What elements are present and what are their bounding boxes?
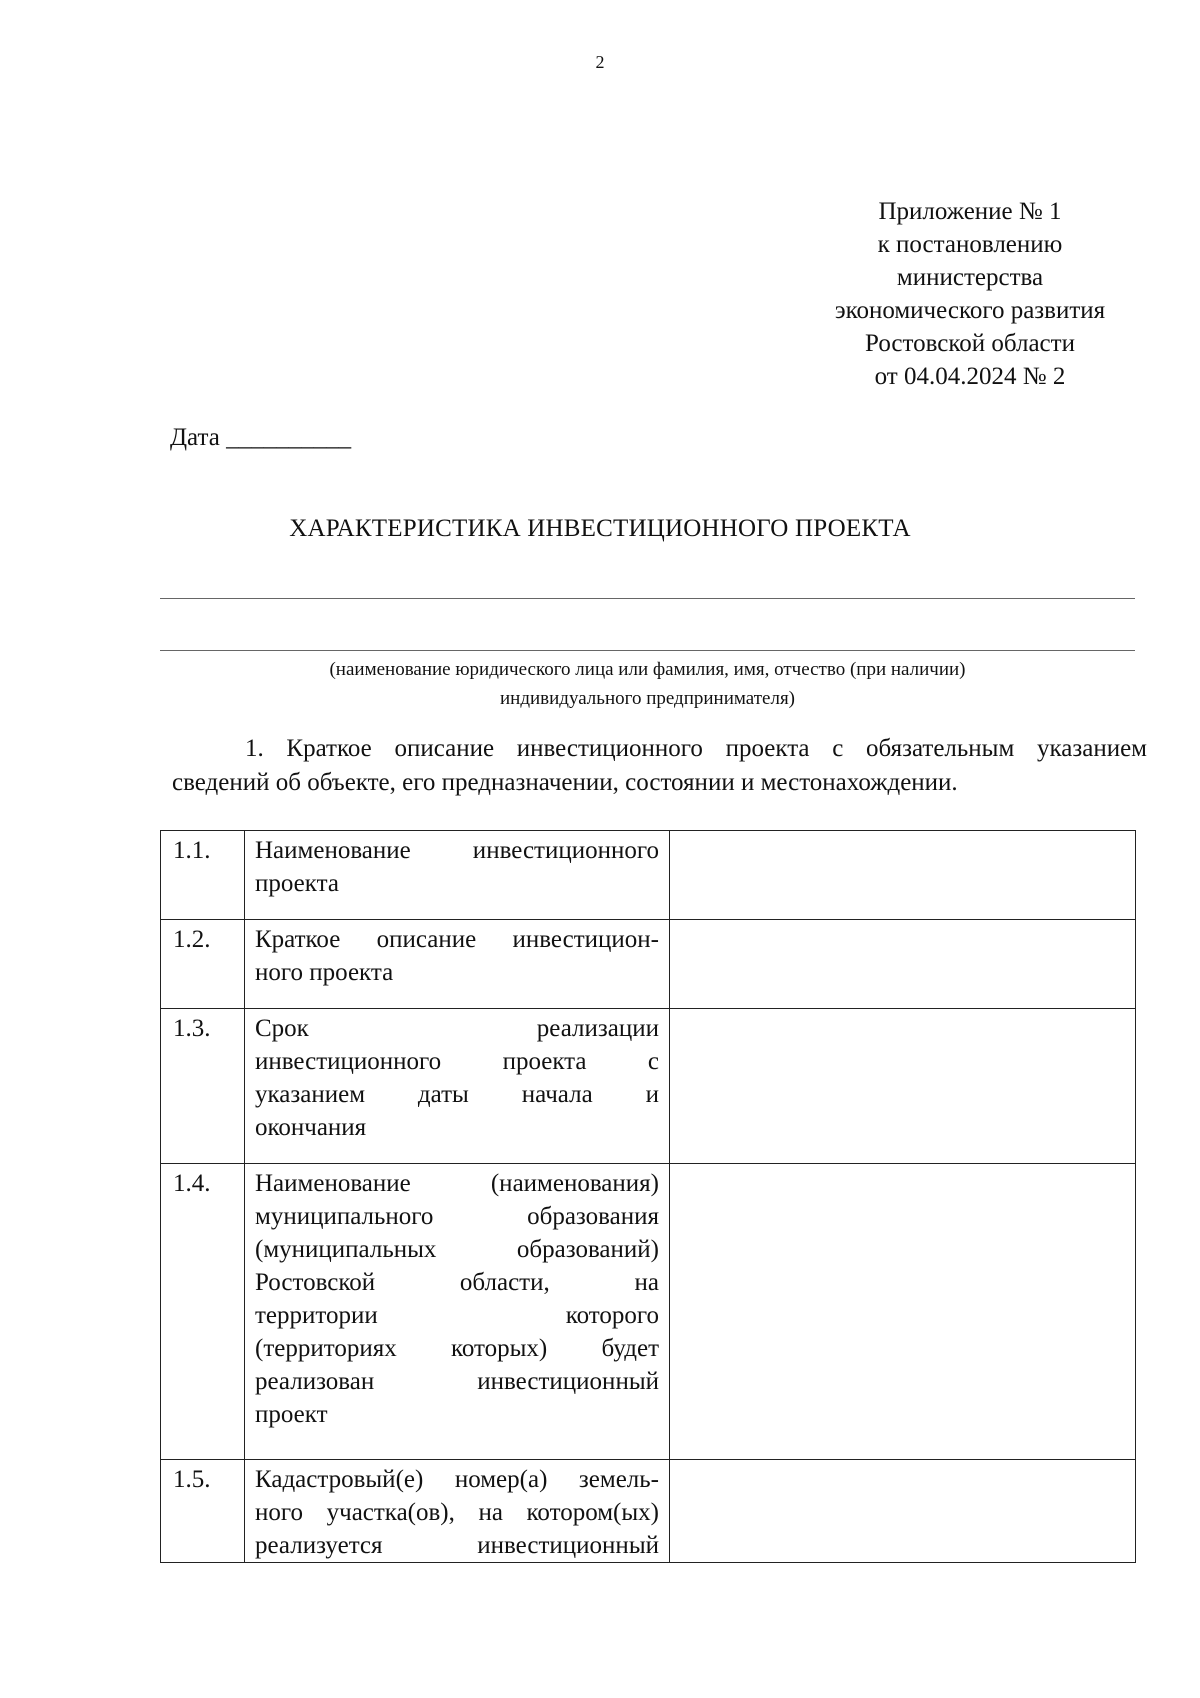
date-label: Дата: [170, 424, 220, 451]
table-row: [161, 920, 1136, 1009]
name-caption-line: (наименование юридического лица или фамилия, имя, отчество (при наличии): [329, 659, 966, 680]
date-blank[interactable]: __________: [226, 424, 352, 451]
row-number: 1.5.: [161, 1460, 245, 1563]
appendix-line: от 04.04.2024 № 2: [874, 363, 1066, 390]
date-field: [170, 424, 351, 452]
appendix-header: [800, 195, 1140, 393]
table-row: [161, 831, 1136, 920]
appendix-line: Ростовской области: [865, 330, 1075, 357]
row-description: [245, 1460, 670, 1563]
row-description: [245, 1009, 670, 1164]
row-description-line: Ростовской области, на: [255, 1269, 659, 1296]
row-description-line: Краткое описание инвестицион-: [255, 926, 659, 953]
appendix-line: экономического развития: [834, 297, 1106, 324]
section-1-heading: [172, 732, 1147, 800]
row-description: [245, 1164, 670, 1460]
section-1-line: 1. Краткое описание инвестиционного проекта с обязательным указанием: [245, 735, 1147, 762]
row-description: [245, 831, 670, 920]
row-value-cell[interactable]: [670, 920, 1136, 1009]
row-description-line: окончания: [255, 1114, 367, 1141]
row-value-cell[interactable]: [670, 1460, 1136, 1563]
table-row: [161, 1460, 1136, 1563]
row-description-line: (муниципальных образований): [255, 1236, 659, 1263]
row-description-line: ного проекта: [255, 959, 394, 986]
row-description-line: Срок реализации: [255, 1015, 659, 1042]
table-row: [161, 1009, 1136, 1164]
name-underline-1[interactable]: [160, 598, 1135, 599]
row-description-line: территории которого: [255, 1302, 659, 1329]
row-number: 1.2.: [161, 920, 245, 1009]
row-description-line: проект: [255, 1401, 328, 1428]
name-underline-2[interactable]: [160, 650, 1135, 651]
row-description-line: Наименование (наименования): [255, 1170, 659, 1197]
table-row: [161, 1164, 1136, 1460]
document-title: ХАРАКТЕРИСТИКА ИНВЕСТИЦИОННОГО ПРОЕКТА: [289, 515, 911, 542]
row-description-line: реализуется инвестиционный: [255, 1532, 659, 1559]
row-description-line: проекта: [255, 870, 339, 897]
row-description-line: инвестиционного проекта с: [255, 1048, 659, 1075]
row-number: 1.1.: [161, 831, 245, 920]
row-value-cell[interactable]: [670, 1164, 1136, 1460]
name-caption: [160, 655, 1135, 713]
row-description: [245, 920, 670, 1009]
project-info-table: [160, 830, 1136, 1563]
row-description-line: реализован инвестиционный: [255, 1368, 659, 1395]
page-number: 2: [595, 52, 605, 72]
row-value-cell[interactable]: [670, 831, 1136, 920]
row-number: 1.4.: [161, 1164, 245, 1460]
row-description-line: указанием даты начала и: [255, 1081, 659, 1108]
name-caption-line: индивидуального предпринимателя): [499, 688, 796, 709]
row-description-line: Наименование инвестиционного: [255, 837, 659, 864]
appendix-line: к постановлению: [877, 231, 1063, 258]
row-description-line: (территориях которых) будет: [255, 1335, 659, 1362]
appendix-line: министерства: [896, 264, 1044, 291]
row-description-line: муниципального образования: [255, 1203, 659, 1230]
row-description-line: ного участка(ов), на котором(ых): [255, 1499, 659, 1526]
section-1-line: сведений об объекте, его предназначении, состоянии и местонахождении.: [172, 769, 958, 796]
row-number: 1.3.: [161, 1009, 245, 1164]
row-description-line: Кадастровый(е) номер(а) земель-: [255, 1466, 659, 1493]
appendix-line: Приложение № 1: [878, 198, 1062, 225]
row-value-cell[interactable]: [670, 1009, 1136, 1164]
